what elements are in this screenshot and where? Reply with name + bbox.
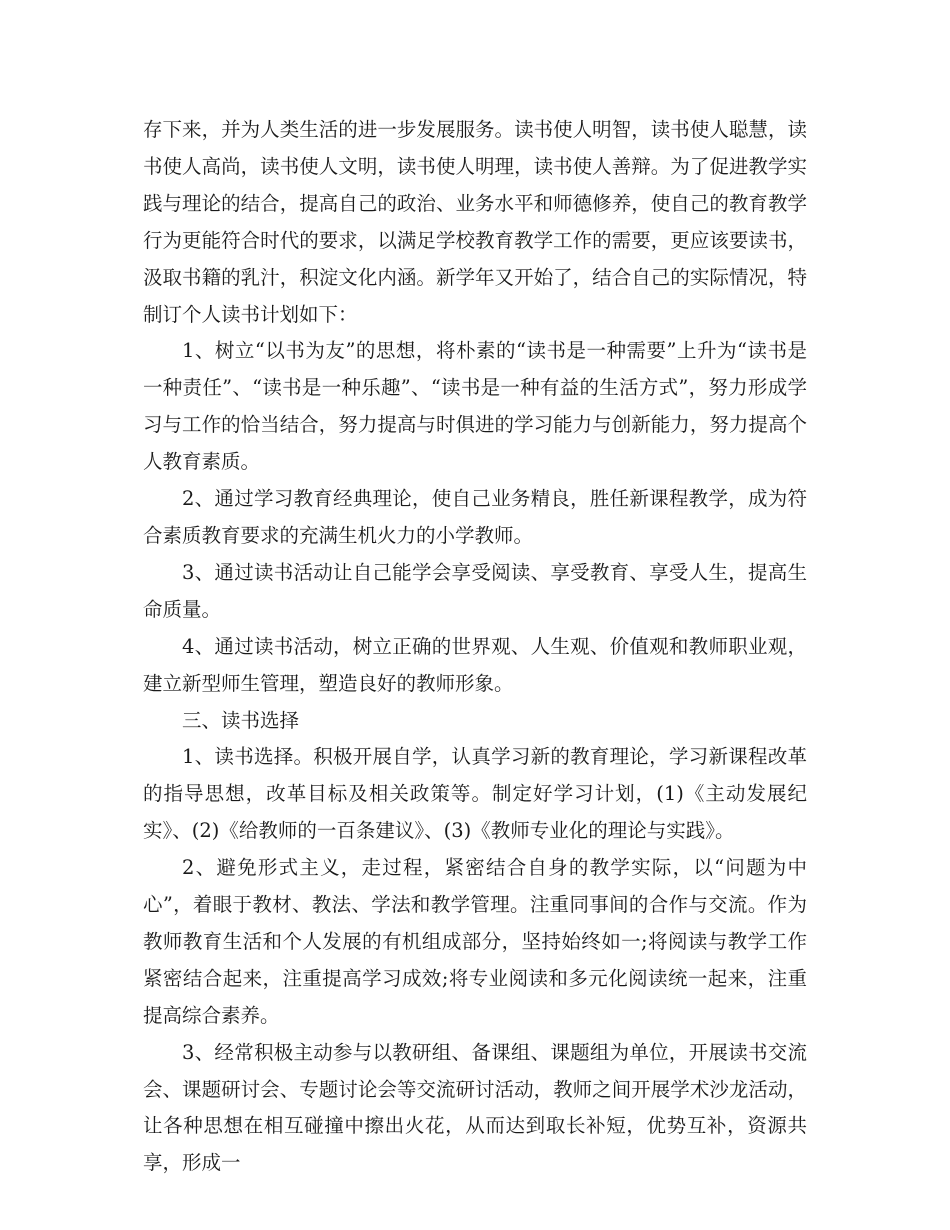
paragraph-item-1: 1、树立“以书为友”的思想，将朴素的“读书是一种需要”上升为“读书是一种责任”、“读书是一种乐趣”、“读书是一种有益的生活方式”，努力形成学习与工作的恰当结合，努力提高与时俱进的学习能力与创新能力，努力提高个人教育素质。 xyxy=(143,339,807,474)
paragraph-selection-3: 3、经常积极主动参与以教研组、备课组、课题组为单位，开展读书交流会、课题研讨会、专题讨论会等交流研讨活动，教师之间开展学术沙龙活动，让各种思想在相互碰撞中擦出火花，从而达到取长补短，优势互补，资源共享，形成一 xyxy=(143,1040,807,1175)
paragraph-item-4: 4、通过读书活动，树立正确的世界观、人生观、价值观和教师职业观，建立新型师生管理，塑造良好的教师形象。 xyxy=(143,634,807,695)
section-heading-reading-selection: 三、读书选择 xyxy=(182,708,300,732)
document-body xyxy=(143,112,807,1182)
paragraph-item-3: 3、通过读书活动让自己能学会享受阅读、享受教育、享受人生，提高生命质量。 xyxy=(143,560,807,621)
paragraph-selection-2: 2、避免形式主义，走过程，紧密结合自身的教学实际，以“问题为中心”，着眼于教材、教法、学法和教学管理。注重同事间的合作与交流。作为教师教育生活和个人发展的有机组成部分，坚持始终如一;将阅读与教学工作紧密结合起来，注重提高学习成效;将专业阅读和多元化阅读统一起来，注重提高综合素养。 xyxy=(143,856,807,1027)
paragraph-intro: 存下来，并为人类生活的进一步发展服务。读书使人明智，读书使人聪慧，读书使人高尚，读书使人文明，读书使人明理，读书使人善辩。为了促进教学实践与理论的结合，提高自己的政治、业务水平和师德修养，使自己的教育教学行为更能符合时代的要求，以满足学校教育教学工作的需要，更应该要读书，汲取书籍的乳汁，积淀文化内涵。新学年又开始了，结合自己的实际情况，特制订个人读书计划如下： xyxy=(143,118,807,326)
paragraph-selection-1: 1、读书选择。积极开展自学，认真学习新的教育理论，学习新课程改革的指导思想，改革目标及相关政策等。制定好学习计划，(1)《主动发展纪实》、(2)《给教师的一百条建议》、(3)《教师专业化的理论与实践》。 xyxy=(143,745,807,843)
paragraph-item-2: 2、通过学习教育经典理论，使自己业务精良，胜任新课程教学，成为符合素质教育要求的充满生机火力的小学教师。 xyxy=(143,487,807,547)
